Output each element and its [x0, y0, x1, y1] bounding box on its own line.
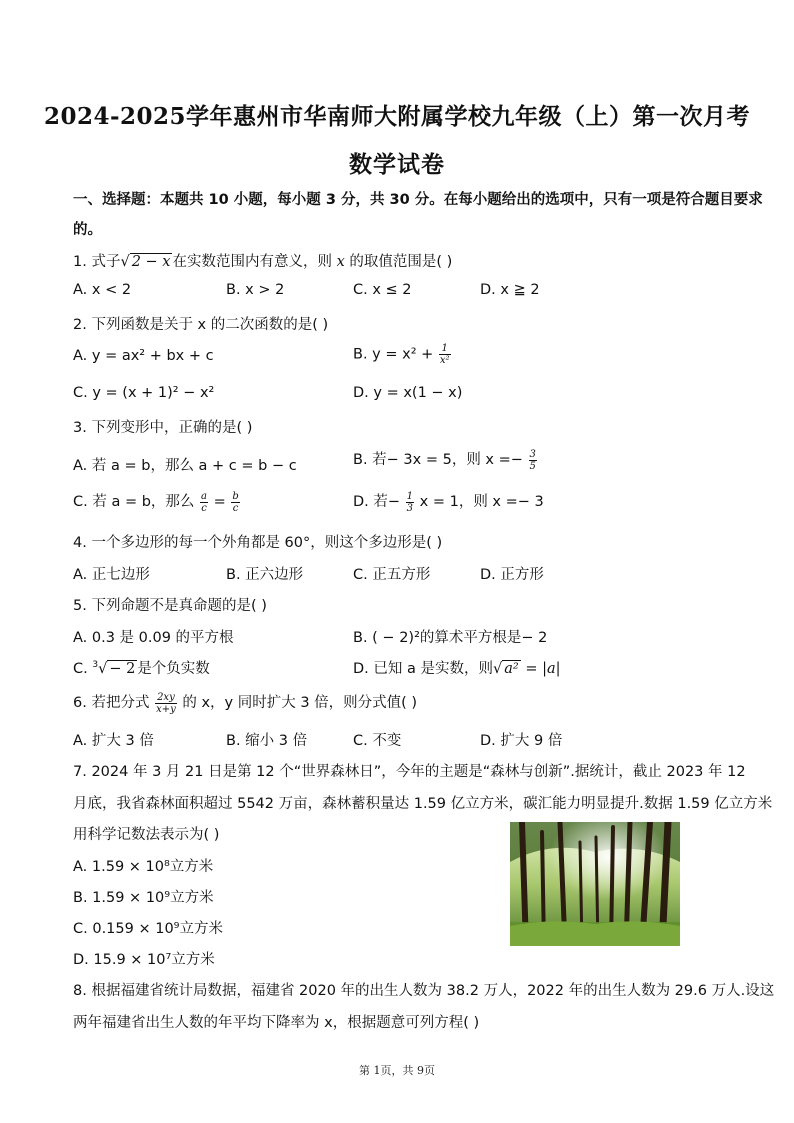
question-7-stem-line1: 7. 2024 年 3 月 21 日是第 12 个“世界森林日”，今年的主题是“森林与创新”.据统计，截止 2023 年 12 — [73, 764, 746, 780]
fraction: $\frac{1}{\text{x²}}$ — [439, 343, 450, 366]
question-8-stem-line2: 两年福建省出生人数的年平均下降率为 x，根据题意可列方程( ) — [73, 1015, 480, 1031]
q4-option-c[interactable]: C. 正五方形 — [353, 567, 431, 583]
q4-option-a[interactable]: A. 正七边形 — [73, 567, 150, 583]
question-5-stem: 5. 下列命题不是真命题的是( ) — [73, 598, 267, 614]
question-2-stem: 2. 下列函数是关于 x 的二次函数的是( ) — [73, 317, 329, 333]
q5-option-d[interactable]: D. 已知 a 是实数，则√ a² = |a| — [353, 661, 561, 677]
forest-photo — [510, 822, 680, 946]
q5-option-c[interactable]: C. $^3$√ − 2 是个负实数 — [73, 660, 210, 677]
section-heading: 一、选择题：本题共 10 小题，每小题 3 分，共 30 分。在每小题给出的选项中，只有一项是符合题目要求 — [73, 192, 763, 208]
q3-option-d[interactable]: D. 若− $\frac{1}{3}$ x = 1，则 x =− 3 — [353, 490, 544, 514]
question-4-stem: 4. 一个多边形的每一个外角都是 60°，则这个多边形是( ) — [73, 535, 443, 551]
q5-option-b[interactable]: B. ( − 2)²的算术平方根是− 2 — [353, 630, 548, 646]
q6-option-a[interactable]: A. 扩大 3 倍 — [73, 733, 154, 749]
fraction: $\frac{1}{3}$ — [406, 490, 414, 514]
question-3-stem: 3. 下列变形中，正确的是( ) — [73, 420, 253, 436]
q7-option-c[interactable]: C. 0.159 × 10⁹立方米 — [73, 921, 223, 937]
fraction: $\frac{b}{c}$ — [232, 490, 239, 514]
q6-option-b[interactable]: B. 缩小 3 倍 — [226, 733, 308, 749]
q3-option-b[interactable]: B. 若− 3x = 5，则 x =− $\frac{3}{5}$ — [353, 448, 536, 472]
forest-illustration — [510, 822, 680, 946]
q6-option-d[interactable]: D. 扩大 9 倍 — [480, 733, 563, 749]
section-heading-cont: 的。 — [73, 222, 102, 238]
q2-option-a[interactable]: A. y = ax² + bx + c — [73, 348, 214, 364]
q4-option-b[interactable]: B. 正六边形 — [226, 567, 304, 583]
question-7-stem-line3: 用科学记数法表示为( ) — [73, 827, 220, 843]
q2-option-b[interactable]: B. y = x² + $\frac{1}{\text{x²}}$ — [353, 343, 450, 366]
q1-option-b[interactable]: B. x > 2 — [226, 282, 285, 298]
question-1-stem: 1. 式子√ 2 − x 在实数范围内有意义，则 x 的取值范围是( ) — [73, 254, 453, 270]
q7-option-b[interactable]: B. 1.59 × 10⁹立方米 — [73, 890, 214, 906]
q7-option-a[interactable]: A. 1.59 × 10⁸立方米 — [73, 859, 214, 875]
question-7-stem-line2: 月底，我省森林面积超过 5542 万亩，森林蓄积量达 1.59 亿立方米，碳汇能力明显提升.数据 1.59 亿立方米 — [73, 796, 773, 812]
q7-option-d[interactable]: D. 15.9 × 10⁷立方米 — [73, 952, 215, 968]
q2-option-d[interactable]: D. y = x(1 − x) — [353, 385, 463, 401]
exam-subtitle: 数学试卷 — [349, 151, 445, 178]
fraction: $\frac{3}{5}$ — [529, 448, 536, 472]
fraction: $\frac{a}{c}$ — [201, 490, 207, 514]
q3-option-a[interactable]: A. 若 a = b，那么 a + c = b − c — [73, 458, 297, 474]
q1-option-c[interactable]: C. x ≤ 2 — [353, 282, 412, 298]
q5-option-a[interactable]: A. 0.3 是 0.09 的平方根 — [73, 630, 234, 646]
question-8-stem-line1: 8. 根据福建省统计局数据，福建省 2020 年的出生人数为 38.2 万人，2022 年的出生人数为 29.6 万人.设这 — [73, 983, 775, 999]
q1-option-d[interactable]: D. x ≧ 2 — [480, 282, 540, 298]
page-number: 第 1页，共 9页 — [359, 1064, 435, 1077]
question-6-stem: 6. 若把分式 $\frac{2xy}{x+y}$ 的 x，y 同时扩大 3 倍，则分式值( ) — [73, 691, 418, 715]
exam-title: 2024-2025学年惠州市华南师大附属学校九年级（上）第一次月考 — [43, 103, 751, 130]
q6-option-c[interactable]: C. 不变 — [353, 733, 402, 749]
fraction: $\frac{2xy}{x+y}$ — [156, 691, 176, 715]
q3-option-c[interactable]: C. 若 a = b，那么 $\frac{a}{c}$ = $\frac{b}{c}$ — [73, 490, 239, 514]
q4-option-d[interactable]: D. 正方形 — [480, 567, 544, 583]
q1-option-a[interactable]: A. x < 2 — [73, 282, 132, 298]
q2-option-c[interactable]: C. y = (x + 1)² − x² — [73, 385, 215, 401]
